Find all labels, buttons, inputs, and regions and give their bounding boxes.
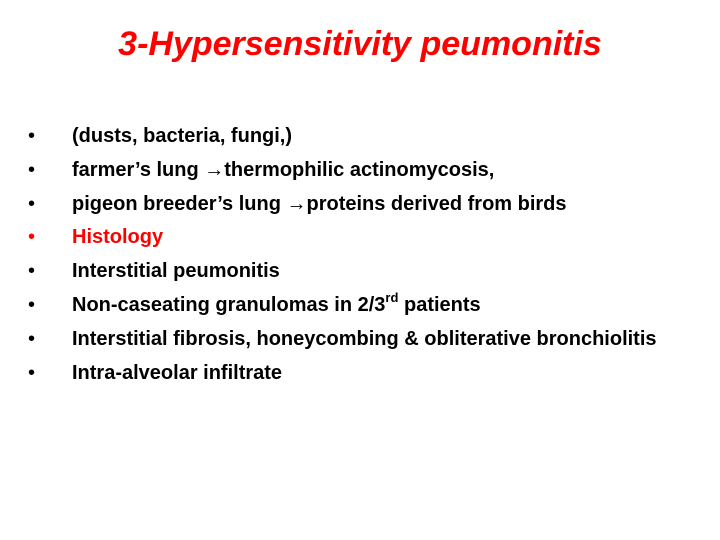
bullet-icon: •: [28, 361, 36, 384]
slide-title: 3-Hypersensitivity peumonitis: [118, 25, 602, 63]
bullet-item: [28, 125, 708, 148]
bullet-item: [28, 362, 708, 385]
superscript-ordinal: rd: [385, 290, 399, 306]
bullet-item-histology: [28, 226, 708, 249]
bullet-text: [72, 290, 708, 317]
bullet-text: [72, 159, 708, 182]
bullet-item: [28, 159, 708, 182]
bullet-text-segment: farmer’s lung →thermophilic actinomycosis,: [72, 158, 495, 181]
bullet-text: [72, 328, 708, 351]
bullet-text: [72, 260, 708, 283]
bullet-text: [72, 125, 708, 148]
bullet-text: [72, 193, 708, 216]
bullet-item: [28, 260, 708, 283]
bullet-icon: •: [28, 327, 36, 350]
bullet-icon: •: [28, 125, 36, 147]
bullet-text-segment: Histology: [72, 226, 164, 249]
bullet-text-segment: pigeon breeder’s lung →proteins derived from birds: [72, 192, 567, 215]
bullet-icon: •: [28, 192, 36, 215]
bullet-icon: •: [28, 226, 36, 249]
bullet-text-segment: Interstitial peumonitis: [72, 260, 280, 283]
bullet-text: [72, 226, 708, 249]
bullet-item: [28, 290, 708, 317]
bullet-text-segment: Interstitial fibrosis, honeycombing & obliterative bronchiolitis: [72, 327, 657, 350]
bullet-text-segment: (dusts, bacteria, fungi,): [72, 125, 293, 147]
bullet-item: [28, 328, 708, 351]
bullet-item: [28, 193, 708, 216]
bullet-text: [72, 362, 708, 385]
bullet-text-segment: Intra-alveolar infiltrate: [72, 361, 283, 384]
bullet-list: [28, 125, 708, 395]
bullet-icon: •: [28, 293, 36, 316]
bullet-icon: •: [28, 260, 36, 283]
bullet-icon: •: [28, 158, 36, 181]
bullet-text-segment: patients: [398, 293, 481, 316]
bullet-text-segment: Non-caseating granulomas in 2/3: [72, 293, 386, 316]
